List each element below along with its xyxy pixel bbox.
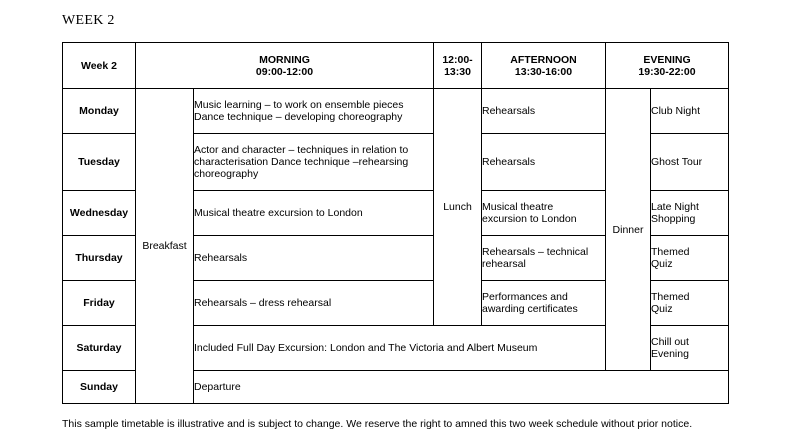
header-evening-label: EVENING	[643, 53, 691, 66]
header-morning	[136, 43, 434, 89]
friday-afternoon: Performances and awarding certificates	[482, 281, 606, 326]
tuesday-afternoon: Rehearsals	[482, 134, 606, 191]
header-afternoon	[482, 43, 606, 89]
header-midday-line1: 12:00-	[442, 53, 473, 66]
saturday-fullday: Included Full Day Excursion: London and The Victoria and Albert Museum	[194, 326, 606, 371]
friday-morning: Rehearsals – dress rehearsal	[194, 281, 434, 326]
day-saturday: Saturday	[63, 326, 136, 371]
header-afternoon-label: AFTERNOON	[510, 53, 577, 66]
dinner-cell: Dinner	[606, 89, 651, 371]
thursday-evening: Themed Quiz	[651, 236, 729, 281]
day-thursday: Thursday	[63, 236, 136, 281]
header-afternoon-time: 13:30-16:00	[514, 65, 573, 78]
day-friday: Friday	[63, 281, 136, 326]
wednesday-morning: Musical theatre excursion to London	[194, 191, 434, 236]
wednesday-evening: Late Night Shopping	[651, 191, 729, 236]
header-evening-time: 19:30-22:00	[638, 65, 696, 78]
saturday-evening: Chill out Evening	[651, 326, 729, 371]
day-monday: Monday	[63, 89, 136, 134]
day-tuesday: Tuesday	[63, 134, 136, 191]
day-sunday: Sunday	[63, 371, 136, 404]
page-title: WEEK 2	[62, 13, 115, 28]
wednesday-afternoon: Musical theatre excursion to London	[482, 191, 606, 236]
breakfast-cell: Breakfast	[136, 89, 194, 404]
tuesday-evening: Ghost Tour	[651, 134, 729, 191]
header-row	[63, 43, 729, 89]
thursday-afternoon: Rehearsals – technical rehearsal	[482, 236, 606, 281]
table-row	[63, 89, 729, 134]
header-morning-time: 09:00-12:00	[255, 65, 314, 78]
friday-evening: Themed Quiz	[651, 281, 729, 326]
header-midday-line2: 13:30	[444, 65, 471, 78]
thursday-morning: Rehearsals	[194, 236, 434, 281]
day-wednesday: Wednesday	[63, 191, 136, 236]
header-evening	[606, 43, 729, 89]
footnote: This sample timetable is illustrative and is subject to change. We reserve the right to amned this two week schedule without prior notice.	[62, 418, 693, 430]
sunday-fullday: Departure	[194, 371, 729, 404]
lunch-cell: Lunch	[434, 89, 482, 326]
header-morning-label: MORNING	[259, 53, 310, 66]
tuesday-morning: Actor and character – techniques in relation to characterisation Dance technique –rehearsing choreography	[194, 134, 434, 191]
timetable	[62, 42, 729, 404]
header-midday	[434, 43, 482, 89]
monday-afternoon: Rehearsals	[482, 89, 606, 134]
monday-evening: Club Night	[651, 89, 729, 134]
header-week: Week 2	[63, 43, 136, 89]
monday-morning: Music learning – to work on ensemble pieces Dance technique – developing choreography	[194, 89, 434, 134]
